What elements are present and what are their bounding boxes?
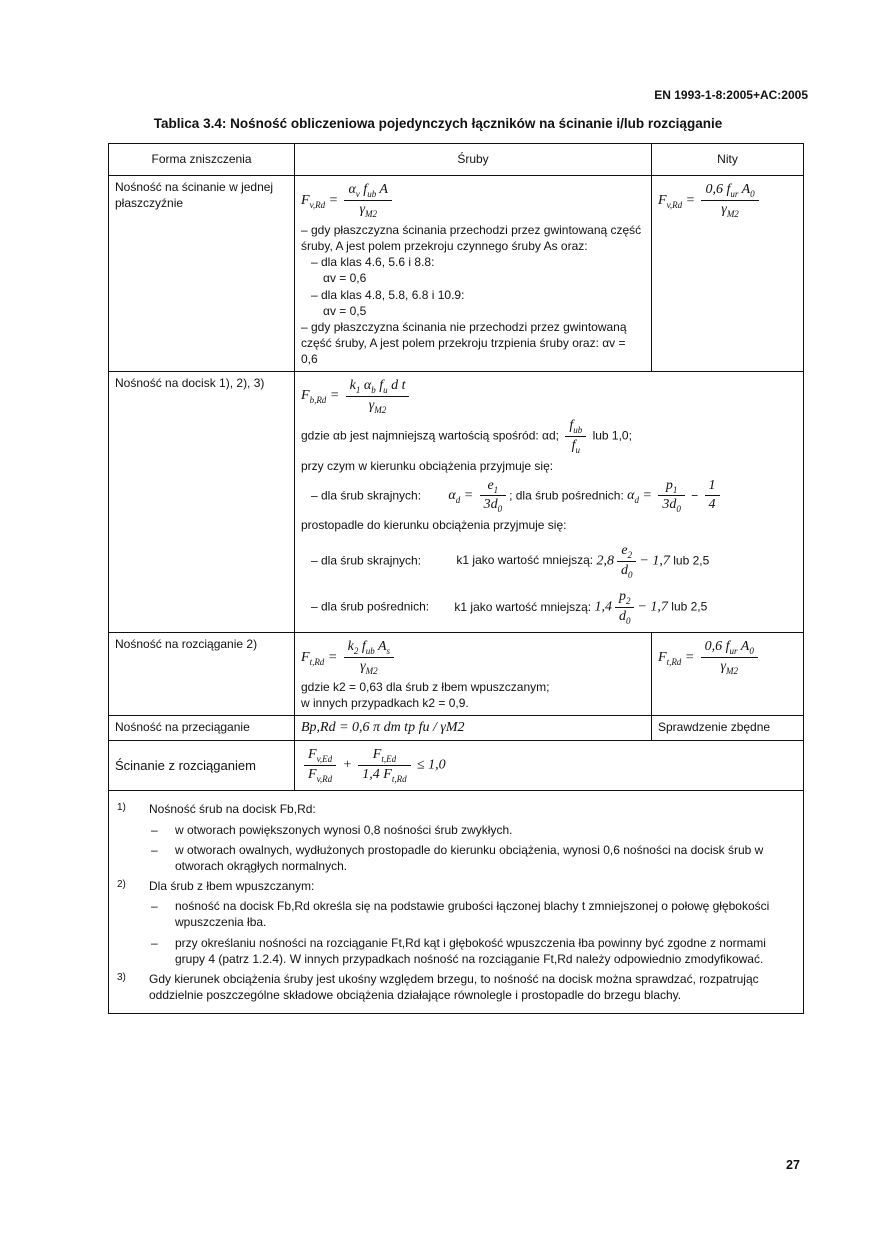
- rivet-shear-formula: $F_{v,Rd}$ = $\frac{0,6 f_{ur} A_0}{\gamma_{M2}}$: [658, 181, 797, 220]
- tension-where: gdzie k2 = 0,63 dla śrub z łbem wpuszczanym;: [301, 680, 550, 695]
- shear-class-b: – dla klas 4.8, 5.8, 6.8 i 10.9:: [311, 287, 465, 302]
- shear-formula: $F_{v,Rd}$ = $\frac{\alpha_v f_{ub} A}{\gamma_{M2}}$: [301, 181, 645, 220]
- standard-code: EN 1993-1-8:2005+AC:2005: [654, 88, 808, 102]
- tension-formula: $F_{t,Rd}$ = $\frac{k_2 f_{ub} A_s}{\gamma_{M2}}$: [301, 638, 645, 677]
- row-label-combined: Ścinanie z rozciąganiem: [109, 741, 295, 791]
- capacity-table: [108, 143, 804, 1014]
- rivet-tension-formula: $F_{t,Rd}$ = $\frac{0,6 f_{ur} A_0}{\gamma_{M2}}$: [658, 638, 797, 677]
- table-row-shear: [109, 176, 804, 372]
- col-header-rivets: Nity: [652, 144, 804, 176]
- bolt-cell-shear: [295, 176, 652, 372]
- footnote-2b: – przy określaniu nośności na rozciąganie Ft,Rd kąt i głębokość wpuszczenia łba powinny być zgodne z normami grupy 4 (patrz 1.2.4). W innych przypadkach nośność na rozciąganie Ft,Rd należy odpowiednio zmodyfikować.: [151, 935, 766, 966]
- footnote-2: 2) Dla śrub z łbem wpuszczanym:: [117, 879, 315, 894]
- col-header-failure: Forma zniszczenia: [109, 144, 295, 176]
- rivet-cell-punching: Sprawdzenie zbędne: [652, 715, 804, 741]
- bearing-formula: $F_{b,Rd}$ = $\frac{k_1 \alpha_b f_u d t}{\gamma_{M2}}$: [301, 377, 797, 416]
- rivet-cell-shear: [652, 176, 804, 372]
- table-row-tension: [109, 633, 804, 715]
- shear-alpha-b: αv = 0,5: [323, 303, 367, 318]
- footnote-1: 1) Nośność śrub na docisk Fb,Rd:: [117, 802, 316, 817]
- footnote-2a: – nośność na docisk Fb,Rd określa się na podstawie grubości łączonej blachy t zmniejszonej o połowę głębokości wpuszczenia łba.: [151, 899, 770, 930]
- footnote-1b: – w otworach owalnych, wydłużonych prostopadle do kierunku obciążenia, wynosi 0,6 nośności na docisk śrub w otworach okrągłych normalnych.: [151, 842, 764, 873]
- col-header-bolts: Śruby: [295, 144, 652, 176]
- row-label-bearing: Nośność na docisk 1), 2), 3): [109, 371, 295, 633]
- row-label-shear: Nośność na ścinanie w jednej płaszczyźnie: [109, 176, 295, 372]
- bearing-perp-note: prostopadle do kierunku obciążenia przyjmuje się:: [301, 518, 567, 533]
- bolt-cell-punching: [295, 715, 652, 741]
- footnotes-cell: [109, 791, 804, 1014]
- table-row-punching: [109, 715, 804, 741]
- footnote-1a: – w otworach powiększonych wynosi 0,8 nośności śrub zwykłych.: [151, 822, 513, 837]
- shear-note-unthreaded: – gdy płaszczyzna ścinania nie przechodzi przez gwintowaną część śruby, A jest polem przekroju trzpienia śruby oraz: αv = 0,6: [301, 320, 627, 367]
- bearing-alpha-b: gdzie αb jest najmniejszą wartością spośród: αd; $\frac{f_{ub}}{f_u}$ lub 1,0;: [301, 418, 632, 456]
- shear-class-a: – dla klas 4.6, 5.6 i 8.8:: [311, 255, 435, 270]
- tension-otherwise: w innych przypadkach k2 = 0,9.: [301, 696, 469, 711]
- bearing-k1-inner: – dla śrub pośrednich: k1 jako wartość mniejszą: 1,4 $\frac{p_2}{d_0}$ − 1,7 lub 2,5: [311, 589, 708, 627]
- bolt-cell-bearing: [295, 371, 804, 633]
- rivet-cell-tension: [652, 633, 804, 715]
- table-footnotes: [109, 791, 804, 1014]
- header-row: [109, 144, 804, 176]
- table-row-bearing: [109, 371, 804, 633]
- row-label-tension: Nośność na rozciąganie 2): [109, 633, 295, 715]
- shear-alpha-a: αv = 0,6: [323, 271, 367, 286]
- bolt-cell-tension: [295, 633, 652, 715]
- bolt-cell-combined: [295, 741, 804, 791]
- bearing-k1-edge: – dla śrub skrajnych: k1 jako wartość mniejszą: 2,8 $\frac{e_2}{d_0}$ − 1,7 lub 2,5: [311, 542, 710, 580]
- row-label-punching: Nośność na przeciąganie: [109, 715, 295, 741]
- bearing-parallel-note: przy czym w kierunku obciążenia przyjmuje się:: [301, 459, 554, 474]
- page-number: 27: [786, 1158, 800, 1172]
- combined-formula: $\frac{F_{v,Ed}}{F_{v,Rd}}$ + $\frac{F_{t,Ed}}{1,4 F_{t,Rd}}$ ≤ 1,0: [301, 746, 797, 785]
- table-title: Tablica 3.4: Nośność obliczeniowa pojedynczych łączników na ścinanie i/lub rozciąganie: [153, 116, 723, 131]
- shear-note-threaded: – gdy płaszczyzna ścinania przechodzi przez gwintowaną część śruby, A jest polem przekroju czynnego śruby As oraz:: [301, 222, 642, 254]
- table-row-combined: [109, 741, 804, 791]
- punching-formula: Bp,Rd = 0,6 π dm tp fu / γM2: [301, 719, 465, 735]
- bearing-alpha-d: – dla śrub skrajnych: $\alpha_d$ = $\frac{e_1}{3d_0}$ ; dla śrub pośrednich: $\alpha_d$ = $\frac{p_1}{3d_0}$ − $\frac{1}{4}$: [301, 477, 797, 516]
- footnote-3: 3) Gdy kierunek obciążenia śruby jest ukośny względem brzegu, to nośność na docisk można sprawdzać, rozpatrując oddzielnie poszczególne składowe obciążenia działające równolegle i prostopadle do brzegu blachy.: [117, 972, 759, 1003]
